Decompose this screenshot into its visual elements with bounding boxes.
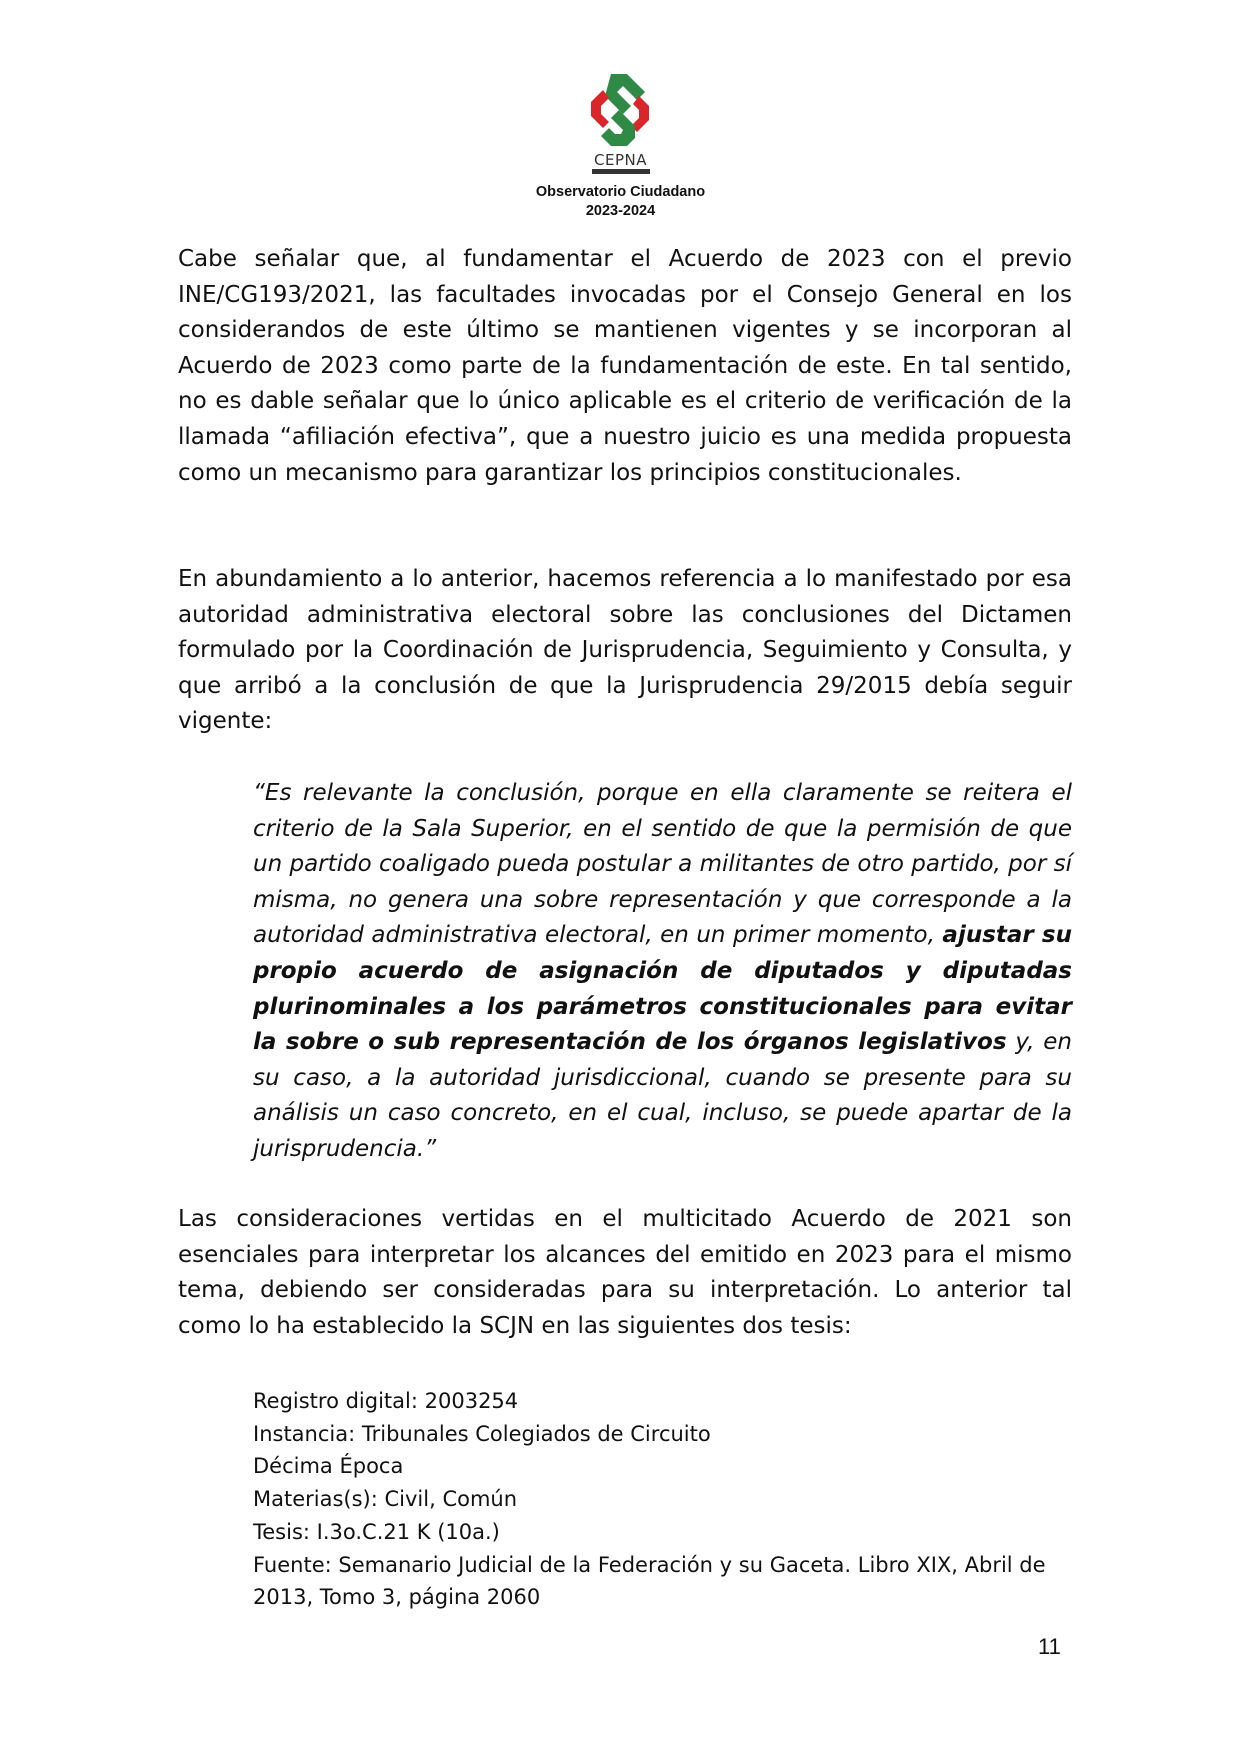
citation-epoca: Décima Época: [253, 1454, 404, 1479]
logo-underline: [592, 169, 650, 174]
citation-materias: Materias(s): Civil, Común: [253, 1487, 518, 1512]
quote-text-1: “Es relevante la conclusión, porque en ella claramente se reitera el criterio de la Sala Superior, en el sentido de que la permisión de que un partido coaligado pueda postular a militantes de otro partido, por sí misma, no genera una sobre representación y que corresponde a la autoridad administrativa electoral, en un primer momento,: [253, 780, 1072, 949]
quote-bold-text: ajustar su propio acuerdo de asignación de diputados y diputadas plurinominales a los parámetros constitucionales para evitar la sobre o sub representación de los órganos legislativos: [253, 922, 1072, 1056]
citation-tesis: Tesis: I.3o.C.21 K (10a.): [253, 1519, 500, 1544]
cepna-logo-icon: [581, 70, 661, 150]
citation-block: [253, 1385, 1073, 1614]
logo-text: CEPNA: [594, 151, 647, 169]
paragraph-1: Cabe señalar que, al fundamentar el Acuerdo de 2023 con el previo INE/CG193/2021, las facultades invocadas por el Consejo General en los considerandos de este último se mantienen vigentes y se incorporan al Acuerdo de 2023 como parte de la fundamentación de este. En tal sentido, no es dable señalar que lo único aplicable es el criterio de verificación de la llamada “afiliación efectiva”, que a nuestro juicio es una medida propuesta como un mecanismo para garantizar los principios constitucionales.: [178, 246, 1072, 486]
citation-fuente: Fuente: Semanario Judicial de la Federación y su Gaceta. Libro XIX, Abril de 2013, Tomo 3, página 2060: [253, 1552, 1046, 1610]
quote-text-2: y, en su caso, a la autoridad jurisdiccional, cuando se presente para su análisis un caso concreto, en el cual, incluso, se puede apartar de la jurisprudencia.”: [253, 1029, 1072, 1162]
citation-registro: Registro digital: 2003254: [253, 1389, 519, 1413]
page-number: 11: [1038, 1634, 1061, 1659]
paragraph-3: Las consideraciones vertidas en el multicitado Acuerdo de 2021 son esenciales para interpretar los alcances del emitido en 2023 para el mismo tema, debiendo ser consideradas para su interpretación. Lo anterior tal como lo ha establecido la SCJN en las siguientes dos tesis:: [178, 1206, 1072, 1339]
page-header: [0, 70, 1241, 221]
citation-instancia: Instancia: Tribunales Colegiados de Circuito: [253, 1421, 711, 1446]
block-quote: [253, 776, 1072, 1168]
organization-title: Observatorio Ciudadano: [535, 184, 706, 200]
paragraph-2: En abundamiento a lo anterior, hacemos referencia a lo manifestado por esa autoridad administrativa electoral sobre las conclusiones del Dictamen formulado por la Coordinación de Jurisprudencia, Seguimiento y Consulta, y que arribó a la conclusión de que la Jurisprudencia 29/2015 debía seguir vigente:: [178, 566, 1072, 735]
organization-years: 2023-2024: [585, 203, 656, 219]
